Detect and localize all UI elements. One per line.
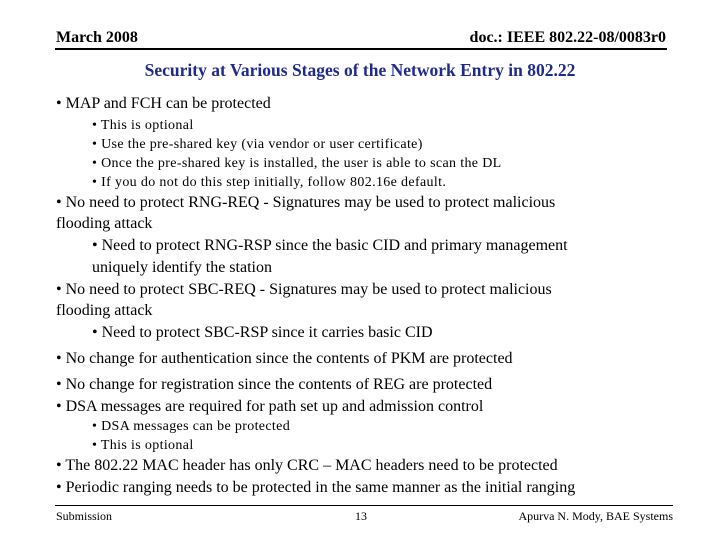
bullet-periodic-ranging: • Periodic ranging needs to be protected in the same manner as the initial ranging bbox=[56, 479, 576, 496]
footer-page-number: 13 bbox=[355, 509, 367, 523]
bullet-sbc-req: • No need to protect SBC-REQ - Signatures may be used to protect malicious bbox=[56, 281, 552, 298]
sub-bullet-default: • If you do not do this step initially, follow 802.16e default. bbox=[92, 175, 447, 190]
bullet-map-fch: • MAP and FCH can be protected bbox=[56, 95, 271, 112]
bullet-registration: • No change for registration since the contents of REG are protected bbox=[56, 376, 493, 393]
footer-divider bbox=[55, 505, 673, 506]
sub-bullet-pre-shared-key: • Use the pre-shared key (via vendor or user certificate) bbox=[92, 137, 423, 152]
header-doc-id: doc.: IEEE 802.22-08/0083r0 bbox=[469, 29, 666, 46]
bullet-dsa-messages: • DSA messages are required for path set up and admission control bbox=[56, 398, 484, 415]
bullet-authentication: • No change for authentication since the contents of PKM are protected bbox=[56, 350, 513, 367]
sub-bullet-dsa-optional: • This is optional bbox=[92, 438, 194, 453]
bullet-mac-header: • The 802.22 MAC header has only CRC – MAC headers need to be protected bbox=[56, 457, 558, 474]
footer-author: Apurva N. Mody, BAE Systems bbox=[518, 509, 673, 523]
sub-bullet-rng-rsp: • Need to protect RNG-RSP since the basic CID and primary management bbox=[92, 237, 568, 254]
header-date: March 2008 bbox=[56, 29, 138, 46]
header-divider bbox=[55, 48, 667, 50]
bullet-sbc-req-cont: flooding attack bbox=[56, 302, 153, 319]
sub-bullet-dsa-protected: • DSA messages can be protected bbox=[92, 419, 291, 434]
sub-bullet-optional: • This is optional bbox=[92, 118, 194, 133]
sub-bullet-rng-rsp-cont: uniquely identify the station bbox=[92, 259, 272, 276]
footer-submission: Submission bbox=[56, 509, 113, 523]
sub-bullet-scan-dl: • Once the pre-shared key is installed, the user is able to scan the DL bbox=[92, 156, 502, 171]
bullet-rng-req: • No need to protect RNG-REQ - Signatures may be used to protect malicious bbox=[56, 194, 556, 211]
bullet-rng-req-cont: flooding attack bbox=[56, 215, 153, 232]
sub-bullet-sbc-rsp: • Need to protect SBC-RSP since it carries basic CID bbox=[92, 324, 433, 341]
slide-title: Security at Various Stages of the Network Entry in 802.22 bbox=[144, 60, 576, 80]
